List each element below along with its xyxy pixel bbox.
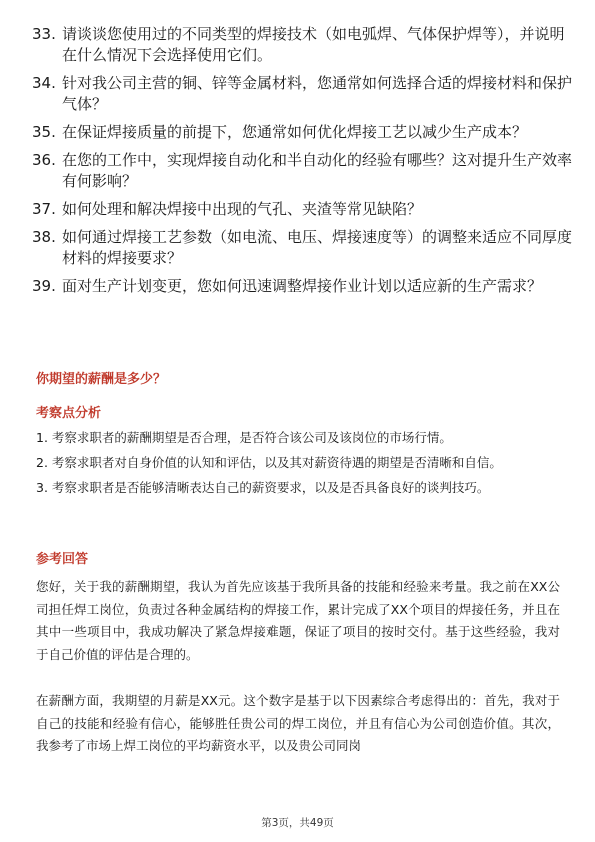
- question-number: 33.: [32, 25, 56, 43]
- question-text: 如何处理和解决焊接中出现的气孔、夹渣等常见缺陷？: [62, 200, 423, 218]
- question-number: 39.: [32, 277, 56, 295]
- page-footer: 第3页，共49页: [261, 817, 334, 829]
- question-list: [32, 24, 572, 304]
- answer-paragraph: 在薪酬方面，我期望的月薪是XX元。这个数字是基于以下因素综合考虑得出的：首先，我对于自己的技能和经验有信心，能够胜任贵公司的焊工岗位，并且有信心为公司创造价值。其次，我参考了市场上焊工岗位的平均薪资水平，以及贵公司同岗: [36, 693, 560, 753]
- question-item: [32, 276, 572, 297]
- section-title: 你期望的薪酬是多少？: [36, 372, 167, 387]
- question-number: 38.: [32, 228, 56, 246]
- question-number: 35.: [32, 123, 56, 141]
- question-text: 如何通过焊接工艺参数（如电流、电压、焊接速度等）的调整来适应不同厚度材料的焊接要求？: [62, 228, 573, 267]
- question-number: 37.: [32, 200, 56, 218]
- question-item: [32, 227, 572, 269]
- question-text: 针对我公司主营的铜、锌等金属材料，您通常如何选择合适的焊接材料和保护气体？: [62, 74, 573, 113]
- question-item: [32, 73, 572, 115]
- analysis-section: [36, 404, 560, 502]
- question-item: [32, 24, 572, 66]
- analysis-item: 3. 考察求职者是否能够清晰表达自己的薪资要求，以及是否具备良好的谈判技巧。: [36, 480, 490, 495]
- question-item: [32, 150, 572, 192]
- question-text: 请谈谈您使用过的不同类型的焊接技术（如电弧焊、气体保护焊等），并说明在什么情况下会选择使用它们。: [62, 25, 565, 64]
- analysis-heading: 考察点分析: [36, 406, 102, 421]
- question-number: 36.: [32, 151, 56, 169]
- question-text: 在保证焊接质量的前提下，您通常如何优化焊接工艺以减少生产成本？: [62, 123, 528, 141]
- question-text: 在您的工作中，实现焊接自动化和半自动化的经验有哪些？这对提升生产效率有何影响？: [62, 151, 573, 190]
- answer-section: [36, 550, 560, 758]
- analysis-item: 1. 考察求职者的薪酬期望是否合理，是否符合该公司及该岗位的市场行情。: [36, 430, 452, 445]
- salary-section: [36, 370, 560, 390]
- question-item: [32, 199, 572, 220]
- question-number: 34.: [32, 74, 56, 92]
- analysis-item: 2. 考察求职者对自身价值的认知和评估，以及其对薪资待遇的期望是否清晰和自信。: [36, 455, 502, 470]
- question-text: 面对生产计划变更，您如何迅速调整焊接作业计划以适应新的生产需求？: [62, 277, 543, 295]
- answer-heading: 参考回答: [36, 552, 89, 567]
- answer-paragraph: 您好，关于我的薪酬期望，我认为首先应该基于我所具备的技能和经验来考量。我之前在XX公司担任焊工岗位，负责过各种金属结构的焊接工作，累计完成了XX个项目的焊接任务，并且在其中一些项目中，我成功解决了紧急焊接难题，保证了项目的按时交付。基于这些经验，我对于自己价值的评估是合理的。: [36, 579, 560, 662]
- question-item: [32, 122, 572, 143]
